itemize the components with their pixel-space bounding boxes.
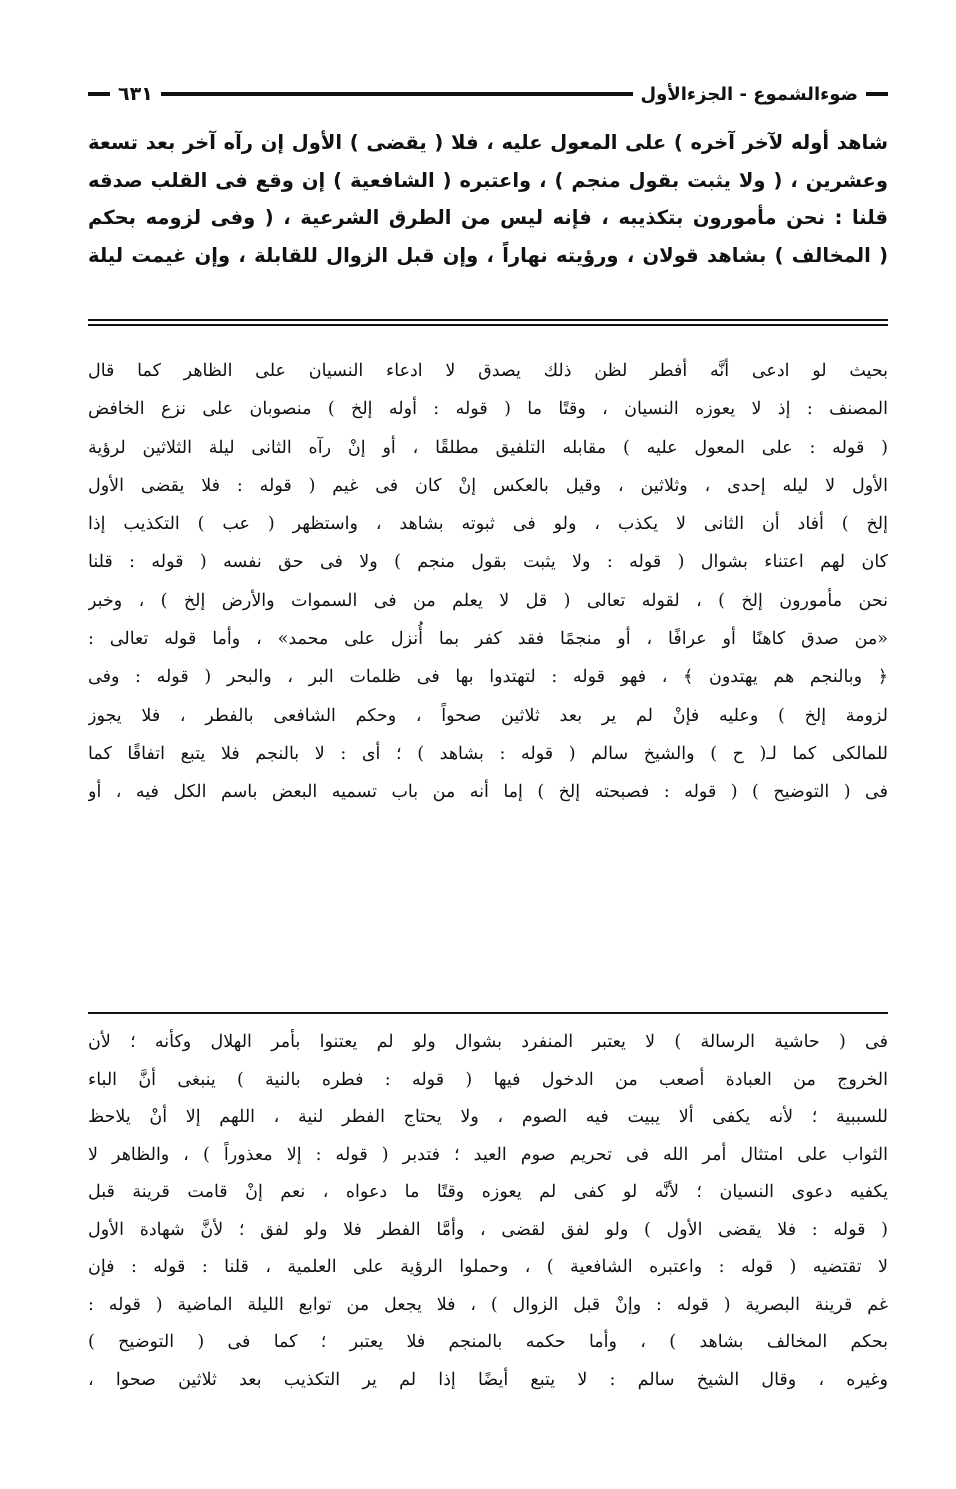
footnote-line: غم قرينة البصرية ( قوله : وإنْ قبل الزوال ) ، فلا يجعل من توابع الليلة الماضية ( قوله : [88,1294,888,1315]
main-text-line: وعشرين ، ( ولا يثبت بقول منجم ) ، واعتبره ( الشافعية ) إن وقع فى القلب صدقه [88,168,888,192]
footnote-divider [88,1012,888,1014]
footnote-line: الخروج من العبادة أصعب من الدخول فيها ( قوله : فطره بالنية ) ينبغى أنَّ الباء [88,1069,888,1090]
commentary-line: ( قوله : على المعول عليه ) مقابله التلفيق مطلقًا ، أو إنْ رآه الثانى ليلة الثلاثين لرؤية [88,437,888,458]
book-page [88,74,888,1454]
footnote-line: لا تقتضيه ( قوله : واعتبره الشافعية ) ، وحملوا الرؤية على العلمية ، قلنا : قوله : فإن [88,1257,888,1277]
commentary-line: الأول لا ليله إحدى ، وثلاثين ، وقيل بالعكس إنْ كان فى غيم ( قوله : فلا يقضى الأول [88,475,888,496]
header-rule [161,92,633,96]
footnote-line: للسببية ؛ لأنه يكفى ألا يبيت فيه الصوم ، ولا يحتاج الفطر لنية ، اللهم إلا أنْ يلاحظ [88,1107,888,1127]
commentary-line: المصنف : إذ لا يعوزه النسيان ، وقتًا ما ( قوله : أوله إلخ ) منصوبان على نزع الخافض [88,399,888,420]
header-dash [866,92,888,96]
commentary-line: ﴿ وبالنجم هم يهتدون ﴾ ، فهو قوله : لتهتدوا بها فى ظلمات البر ، والبحر ( قوله : وفى [88,667,888,688]
page-number: ٦٣١ [118,83,153,105]
commentary-line: لزومة إلخ ) وعليه فإنْ لم ير بعد ثلاثين صحواً ، وحكم الشافعى بالفطر ، فلا يجوز [88,705,888,726]
commentary-line: كان لهم اعتناء بشوال ( قوله : ولا يثبت بقول منجم ) ولا فى حق نفسه ( قوله : قلنا [88,552,888,573]
footnote-line: وغيره ، وقال الشيخ سالم : لا يتبع أيضًا إذا لم ير التكذيب بعد ثلاثين صحوا ، [88,1369,888,1390]
commentary-line: نحن مأمورون إلخ ) ، لقوله تعالى ( قل لا يعلم من فى السموات والأرض إلخ ) ، وخبر [88,590,888,611]
header-title: ضوءالشموع - الجزءالأول [640,83,858,105]
running-header [88,74,888,114]
footnote-line: الثواب على امتثال أمر الله فى تحريم صوم العيد ؛ فتدبر ( قوله : إلا معذوراً ) ، والظاهر لا [88,1144,888,1165]
footnote-line: بحكم المخالف بشاهد ) ، وأما حكمه بالمنجم فلا يعتبر ؛ كما فى ( التوضيح ) [88,1332,888,1352]
double-divider [88,319,888,326]
main-text-line: ( المخالف ) بشاهد قولان ، ورؤيته نهاراً ، وإن قبل الزوال للقابلة ، وإن غيمت ليلة [88,243,888,267]
footnote-line: فى ( حاشية الرسالة ) لا يعتبر المنفرد بشوال ولو لم يعتنوا بأمر الهلال وكأنه ؛ لأن [88,1032,888,1052]
commentary-line: إلخ ) أفاد أن الثانى لا يكذب ، ولو فى ثبوته بشاهد ، واستظهر ( عب ) التكذيب إذا [88,514,888,535]
commentary-line: بحيث لو ادعى أنَّه أفطر لظن ذلك يصدق لا ادعاء النسيان على الظاهر كما قال [88,361,888,381]
main-text-line: قلنا : نحن مأمورون بتكذيبه ، فإنه ليس من الطرق الشرعية ، ( وفى لزومه بحكم [88,206,888,229]
footnote-text [88,1024,888,1399]
commentary-line: «من صدق كاهنًا أو عرافًا ، أو منجمًا فقد كفر بما أُنزل على محمد» ، وأما قوله تعالى : [88,629,888,650]
commentary-text [88,352,888,812]
main-text-line: شاهد أوله لآخر آخره ) على المعول عليه ، فلا ( يقضى ) الأول إن رآه آخر بعد تسعة [88,131,888,154]
commentary-line: للمالكى كما لـ( ح ) والشيخ سالم ( قوله : بشاهد ) ؛ أى : لا بالنجم فلا يتبع اتفاقًا كما [88,743,888,764]
main-text [88,124,888,274]
footnote-line: يكفيه دعوى النسيان ؛ لأنَّه لو كفى لم يعوزه وقتًا ما دعواه ، نعم إنْ قامت قرينة قبل [88,1182,888,1202]
commentary-line: فى ( التوضيح ) ( قوله : فصبحته إلخ ) إما أنه من باب تسميه البعض باسم الكل فيه ، أو [88,782,888,803]
header-dash-end [88,92,110,96]
footnote-line: ( قوله : فلا يقضى الأول ) ولو لفق لقضى ، وأمَّا الفطر فلا ولو لفق ؛ لأنَّ شهادة الأول [88,1219,888,1240]
